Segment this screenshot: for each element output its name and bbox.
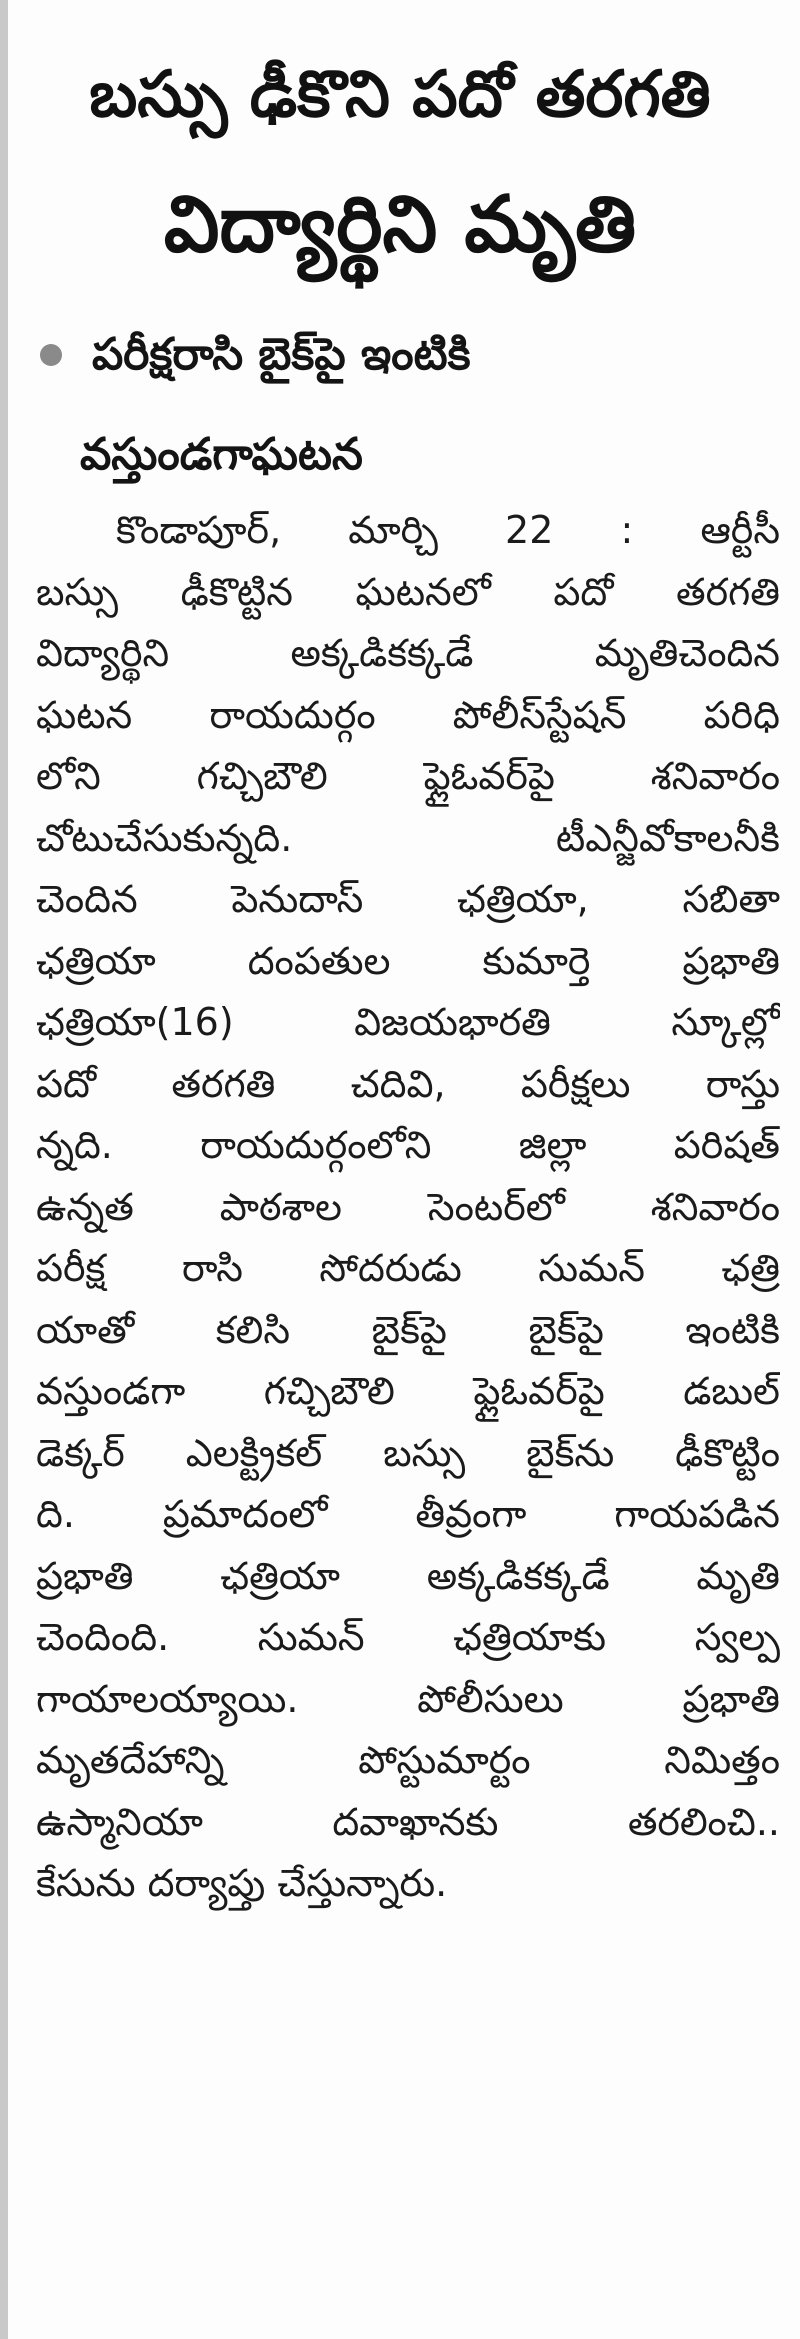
body-line: న్నది. రాయదుర్గంలోని జిల్లా పరిషత్	[36, 1123, 780, 1167]
subheadline-line-1: పరీక్షరాసి బైక్‌పై ఇంటికి	[92, 329, 471, 380]
body-line: డెక్కర్ ఎలక్ట్రికల్ బస్సు బైక్‌ను ఢీకొట్టిం	[36, 1430, 780, 1475]
headline-line-2: విద్యార్థిని మృతి	[163, 180, 637, 270]
body-line: ఘటన రాయదుర్గం పోలీస్‌స్టేషన్ పరిధి	[36, 692, 780, 737]
body-line: ఛత్రియా(16) విజయభారతి స్కూల్లో	[36, 1000, 780, 1044]
body-line: ప్రభాతి ఛత్రియా అక్కడికక్కడే మృతి	[36, 1553, 780, 1598]
body-line: వస్తుండగా గచ్చిబౌలి ఫ్లైఓవర్‌పై డబుల్	[36, 1369, 780, 1413]
body-line: యాతో కలిసి బైక్‌పై బైక్‌పై ఇంటికి	[36, 1307, 780, 1352]
subheadline-line-2: వస్తుండగాఘటన	[80, 429, 363, 480]
body-line: విద్యార్థిని అక్కడికక్కడే మృతిచెందిన	[36, 631, 780, 675]
left-margin-rule	[0, 0, 8, 2339]
body-line: కొండాపూర్, మార్చి 22 : ఆర్టీసీ	[116, 508, 780, 552]
body-line: ఉన్నత పాఠశాల సెంటర్‌లో శనివారం	[36, 1184, 780, 1229]
body-line: కేసును దర్యాప్తు చేస్తున్నారు.	[36, 1861, 448, 1905]
body-line: పరీక్ష రాసి సోదరుడు సుమన్ ఛత్రి	[36, 1246, 780, 1290]
body-line: ది. ప్రమాదంలో తీవ్రంగా గాయపడిన	[36, 1492, 780, 1536]
bullet-icon	[40, 344, 62, 366]
body-line: గాయాలయ్యాయి. పోలీసులు ప్రభాతి	[36, 1676, 780, 1721]
body-line: లోని గచ్చిబౌలి ఫ్లైఓవర్‌పై శనివారం	[36, 754, 780, 798]
body-line: మృతదేహాన్ని పోస్టుమార్టం నిమిత్తం	[36, 1738, 780, 1782]
article-body	[36, 500, 780, 1915]
body-line: చెందింది. సుమన్ ఛత్రియాకు స్వల్ప	[36, 1615, 780, 1659]
body-line: బస్సు ఢీకొట్టిన ఘటనలో పదో తరగతి	[36, 569, 780, 614]
body-line: చోటుచేసుకున్నది. టీఎన్జీవోకాలనీకి	[36, 815, 780, 860]
body-line: ఛత్రియా దంపతుల కుమార్తె ప్రభాతి	[36, 938, 780, 983]
body-line: చెందిన పెనుదాస్ ఛత్రియా, సబితా	[36, 877, 780, 921]
body-line: ఉస్మానియా దవాఖానకు తరలించి..	[36, 1799, 780, 1844]
body-line: పదో తరగతి చదివి, పరీక్షలు రాస్తు	[36, 1061, 780, 1106]
headline-line-1: బస్సు ఢీకొని పదో తరగతి	[89, 58, 711, 132]
